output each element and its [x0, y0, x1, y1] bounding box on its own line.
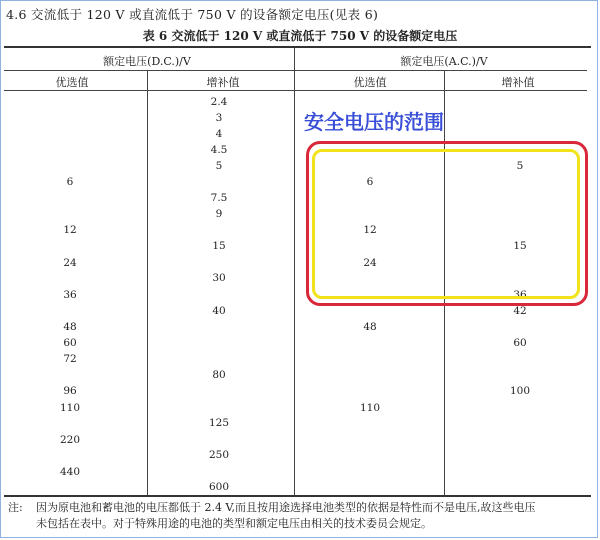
dc-preferred-value: 110	[59, 402, 81, 414]
ac-supplementary-value: 15	[513, 240, 527, 252]
dc-supplementary-value: 15	[212, 240, 226, 252]
ac-preferred-value: 24	[363, 257, 377, 269]
ac-supplementary-value: 100	[509, 385, 531, 397]
dc-preferred-value: 72	[63, 353, 77, 365]
dc-column-divider	[147, 70, 148, 495]
ac-preferred-value: 110	[359, 402, 381, 414]
dc-preferred-value: 6	[66, 176, 74, 188]
note-line-2: 未包括在表中。对于特殊用途的电池的类型和额定电压由相关的技术委员会规定。	[36, 517, 432, 530]
ac-supplementary-value: 42	[513, 305, 527, 317]
group-header-rule	[4, 70, 587, 71]
dc-supplementary-value: 2.4	[210, 96, 228, 108]
dc-supplementary-value: 4.5	[210, 144, 228, 156]
dc-supplementary-value: 5	[215, 160, 223, 172]
dc-preferred-value: 220	[59, 434, 81, 446]
center-divider	[294, 48, 295, 495]
dc-supplementary-value: 125	[208, 417, 230, 429]
dc-preferred-header: 优选值	[55, 76, 89, 89]
dc-group-header: 额定电压(D.C.)/V	[103, 55, 191, 68]
dc-supplementary-value: 7.5	[210, 192, 228, 204]
ac-supplementary-header: 增补值	[501, 76, 535, 89]
column-header-rule	[4, 90, 587, 91]
ac-preferred-value: 6	[366, 176, 374, 188]
ac-preferred-header: 优选值	[353, 76, 387, 89]
ac-preferred-value: 48	[363, 321, 377, 333]
ac-supplementary-value: 36	[513, 289, 527, 301]
dc-supplementary-value: 40	[212, 305, 226, 317]
ac-supplementary-value: 5	[516, 160, 524, 172]
note-label: 注:	[8, 501, 23, 514]
dc-supplementary-value: 4	[215, 128, 223, 140]
ac-group-header: 额定电压(A.C.)/V	[400, 55, 488, 68]
dc-preferred-value: 96	[63, 385, 77, 397]
table-caption: 表 6 交流低于 120 V 或直流低于 750 V 的设备额定电压	[142, 29, 458, 43]
safety-voltage-annotation: 安全电压的范围	[304, 110, 444, 134]
safety-range-inner-highlight	[312, 149, 580, 299]
dc-supplementary-value: 250	[208, 449, 230, 461]
table-note	[8, 500, 592, 532]
dc-supplementary-header: 增补值	[206, 76, 240, 89]
dc-supplementary-value: 80	[212, 369, 226, 381]
ac-preferred-value: 12	[363, 224, 377, 236]
dc-supplementary-value: 3	[215, 112, 223, 124]
dc-preferred-value: 24	[63, 257, 77, 269]
dc-supplementary-value: 30	[212, 272, 226, 284]
dc-preferred-value: 36	[63, 289, 77, 301]
dc-preferred-value: 48	[63, 321, 77, 333]
note-line-1: 因为原电池和蓄电池的电压都低于 2.4 V,而且按用途选择电池类型的依据是特性而不是电压,故这些电压	[36, 501, 536, 514]
ac-supplementary-value: 60	[513, 337, 527, 349]
section-heading: 4.6 交流低于 120 V 或直流低于 750 V 的设备额定电压(见表 6)	[6, 7, 379, 22]
dc-supplementary-value: 600	[208, 481, 230, 493]
dc-preferred-value: 60	[63, 337, 77, 349]
dc-supplementary-value: 9	[215, 208, 223, 220]
dc-preferred-value: 440	[59, 466, 81, 478]
dc-preferred-value: 12	[63, 224, 77, 236]
